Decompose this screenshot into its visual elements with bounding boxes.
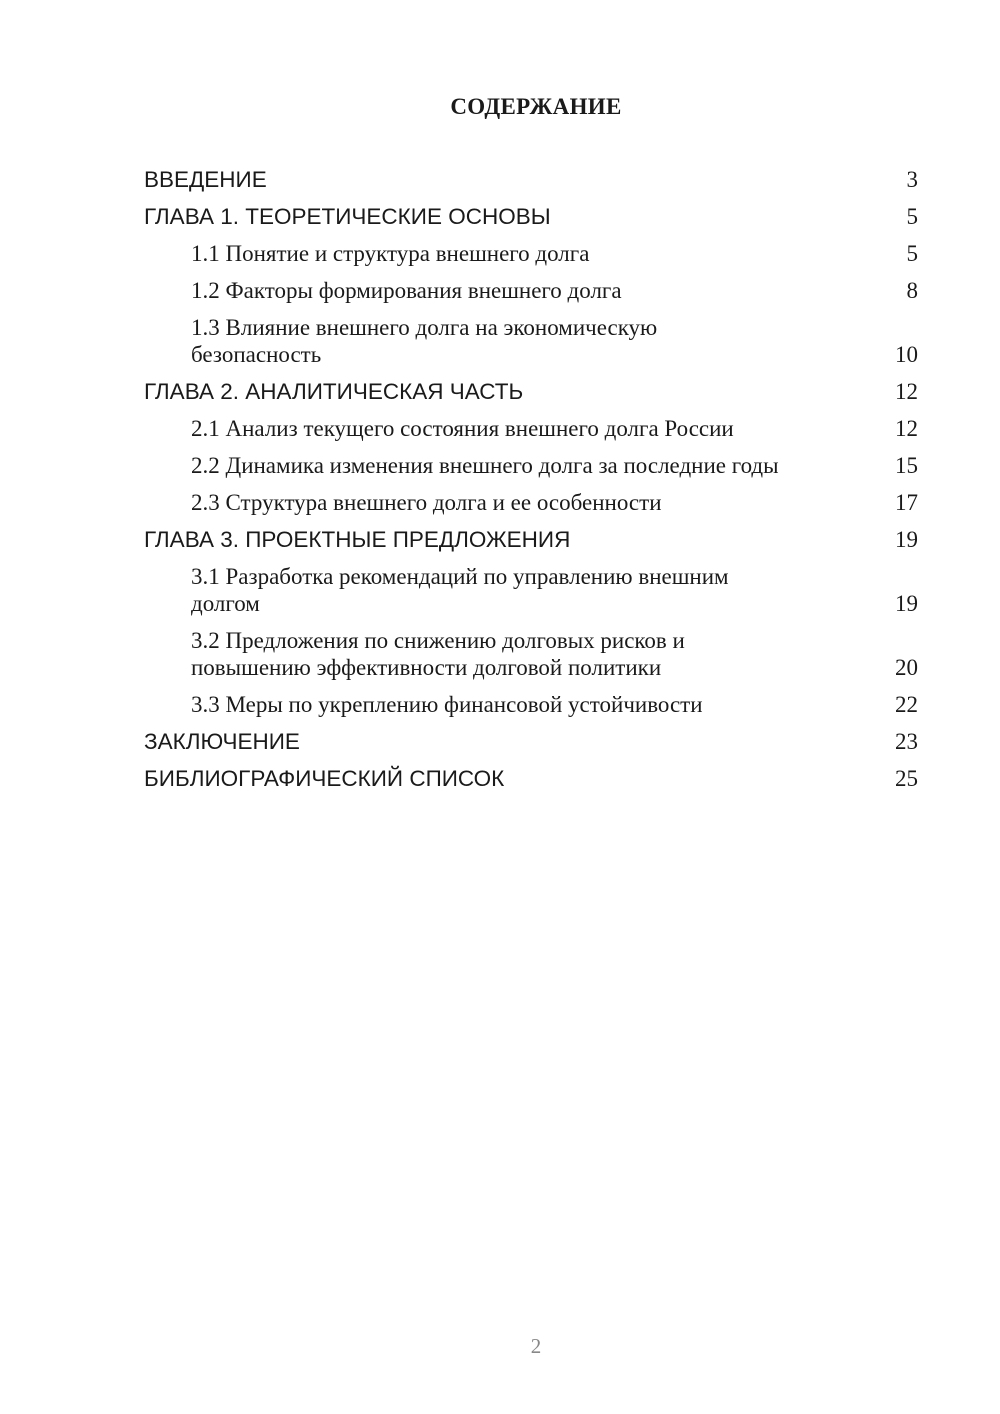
toc-entry-chapter-1[interactable] — [144, 203, 918, 231]
toc-entry-page: 12 — [895, 416, 918, 441]
page-number: 2 — [530, 1334, 542, 1358]
toc-entry-section-1-1[interactable] — [144, 240, 918, 267]
toc-entry-page: 17 — [895, 490, 918, 515]
toc-entry-section-3-2[interactable] — [144, 627, 918, 681]
toc-entry-label: БИБЛИОГРАФИЧЕСКИЙ СПИСОК — [144, 766, 505, 791]
toc-entry-page: 19 — [895, 591, 918, 616]
toc-entry-label: 1.3 Влияние внешнего долга на экономическую безопасность — [191, 315, 658, 367]
toc-entry-label: 1.2 Факторы формирования внешнего долга — [191, 278, 622, 303]
toc-entry-label: ГЛАВА 2. АНАЛИТИЧЕСКАЯ ЧАСТЬ — [144, 379, 524, 404]
toc-entry-page: 15 — [895, 453, 918, 478]
toc-entry-label: ВВЕДЕНИЕ — [144, 167, 267, 192]
toc-entry-label: ЗАКЛЮЧЕНИЕ — [144, 729, 300, 754]
toc-entry-section-2-2[interactable] — [144, 452, 918, 479]
toc-entry-chapter-2[interactable] — [144, 378, 918, 406]
toc-entry-page: 10 — [895, 342, 918, 367]
toc-entry-label: 3.1 Разработка рекомендаций по управлению внешним долгом — [191, 564, 729, 616]
toc-entry-section-2-3[interactable] — [144, 489, 918, 516]
toc-entry-page: 3 — [906, 167, 918, 192]
toc-entry-section-2-1[interactable] — [144, 415, 918, 442]
toc-entry-label: 2.2 Динамика изменения внешнего долга за последние годы — [191, 453, 779, 478]
toc-entry-page: 25 — [895, 766, 918, 791]
toc-entry-bibliography[interactable] — [144, 765, 918, 793]
toc-entry-label: ГЛАВА 3. ПРОЕКТНЫЕ ПРЕДЛОЖЕНИЯ — [144, 527, 571, 552]
toc-entry-page: 5 — [906, 204, 918, 229]
toc-entry-label: 2.1 Анализ текущего состояния внешнего долга России — [191, 416, 734, 441]
toc-entry-chapter-3[interactable] — [144, 526, 918, 554]
toc-entry-section-1-3[interactable] — [144, 314, 918, 368]
toc-entry-introduction[interactable] — [144, 166, 918, 194]
toc-entry-page: 8 — [906, 278, 918, 303]
toc-entry-label: ГЛАВА 1. ТЕОРЕТИЧЕСКИЕ ОСНОВЫ — [144, 204, 551, 229]
toc-entry-section-3-3[interactable] — [144, 691, 918, 718]
toc-entry-page: 22 — [895, 692, 918, 717]
toc-entry-label: 2.3 Структура внешнего долга и ее особенности — [191, 490, 662, 515]
toc-entry-page: 23 — [895, 729, 918, 754]
toc-entry-conclusion[interactable] — [144, 728, 918, 756]
toc-entry-page: 19 — [895, 527, 918, 552]
toc-entry-page: 20 — [895, 655, 918, 680]
toc-entry-page: 5 — [906, 241, 918, 266]
toc-entry-page: 12 — [895, 379, 918, 404]
toc-entry-section-1-2[interactable] — [144, 277, 918, 304]
toc-entry-label: 3.2 Предложения по снижению долговых рисков и повышению эффективности долговой политики — [191, 628, 685, 680]
toc-entry-label: 3.3 Меры по укреплению финансовой устойчивости — [191, 692, 703, 717]
toc-entry-label: 1.1 Понятие и структура внешнего долга — [191, 241, 590, 266]
table-of-contents — [144, 166, 918, 802]
toc-entry-section-3-1[interactable] — [144, 563, 918, 617]
page-title: СОДЕРЖАНИЕ — [450, 94, 622, 119]
